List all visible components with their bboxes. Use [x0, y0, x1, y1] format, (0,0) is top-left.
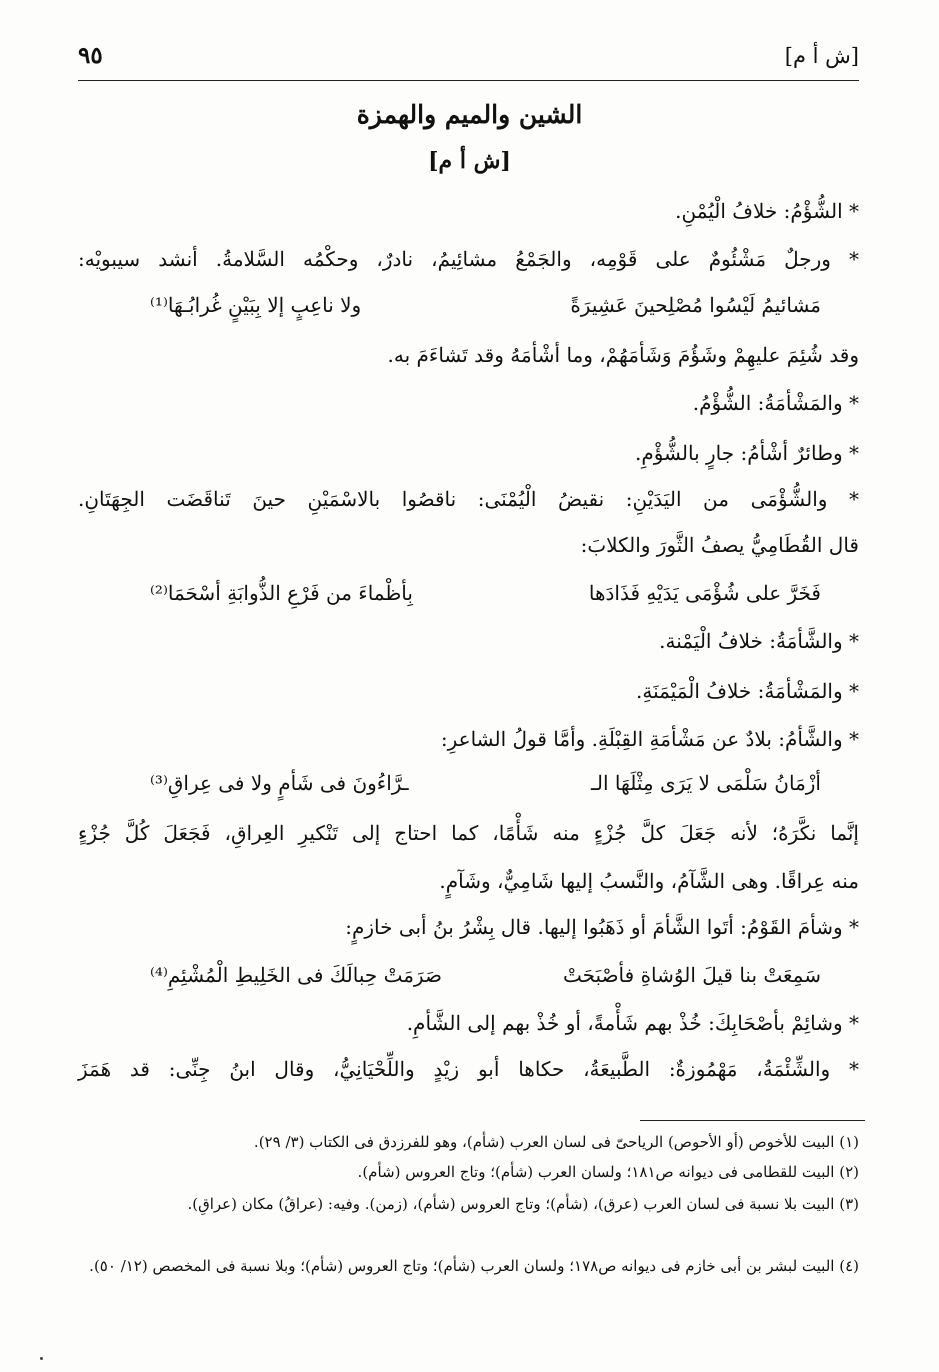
- footnote-rule: [640, 1120, 865, 1121]
- footnote-1: (١) البيت للأخوص (أو الأحوص) الرياحىّ فى لسان العرب (شأم)، وهو للفرزدق فى الكتاب (٣/ ٢٩).: [253, 1133, 859, 1151]
- text-line-13: * وشأمَ القَوْمُ: أتَوا الشَّأمَ أو ذَهَبُوا إليها. قال بِشْرُ بنُ أبى خازمٍ:: [345, 915, 859, 939]
- page-header: [78, 38, 859, 78]
- text-line-1: * الشُّؤْمُ: خلافُ الْيُمْنِ.: [675, 199, 859, 223]
- verse-3-second-hemistich: ـرَّاءُونَ فى شَأمٍ ولا فى عِراقِ⁽³⁾: [150, 771, 409, 795]
- footnote-2: (٢) البيت للقطامى فى ديوانه ص١٨١؛ ولسان العرب (شأم)؛ وتاج العروس (شأم).: [357, 1163, 859, 1181]
- verse-4-first-hemistich: سَمِعَتْ بنا قيلَ الوُشاةِ فأصْبَحَتْ: [562, 963, 821, 987]
- chapter-title: الشين والميم والهمزة: [356, 100, 583, 129]
- text-line-4: * والمَشْأمَةُ: الشُّؤْمُ.: [692, 391, 859, 415]
- header-rule: [78, 80, 859, 81]
- text-line-11: إنَّما نكَّرَهُ؛ لأنه جَعَلَ كلَّ جُزْءٍ منه شَأْمًا، كما احتاج إلى تَنْكيرِ العِراقِ، فَجَعَلَ كُلَّ جُزْءٍ: [78, 821, 859, 845]
- text-line-5: * وطائرٌ أشْأمُ: جارٍ بالشُّؤْمِ.: [634, 441, 859, 465]
- footnote-3: (٣) البيت بلا نسبة فى لسان العرب (عرق)، (شأم)؛ وتاج العروس (شأم)، (زمن). وفيه: (عراقُ) مكان (عراقِ).: [187, 1195, 859, 1213]
- verse-2-first-hemistich: فَخَرَّ على شُؤْمَى يَدَيْهِ فَذَادَها: [588, 581, 821, 605]
- footnote-4: (٤) البيت لبشر بن أبى خازم فى ديوانه ص١٧٨؛ ولسان العرب (شأم)؛ وتاج العروس (شأم)؛ وبلا نسبة فى المخصص (١٢/ ٥٠).: [89, 1257, 859, 1275]
- entry-title: [ش أ م]: [428, 148, 511, 174]
- verse-1-first-hemistich: مَشائيمُ لَيْسُوا مُصْلِحينَ عَشِيرَةً: [570, 293, 821, 317]
- text-line-6: * والشُّؤْمَى من اليَدَيْنِ: نقيضُ الْيُمْنَى: ناقصُوا بالاسْمَيْنِ حينَ تَناقَضَت الجِهَتَانِ.: [78, 487, 859, 511]
- text-line-12: منه عِراقًا. وهى الشَّآمُ، والنَّسبُ إليها شَامِيٌّ، وشَآمٍ.: [439, 869, 859, 893]
- running-section-header: [ش أ م]: [784, 44, 859, 68]
- text-line-15: * والشِّئْمَةُ، مَهْمُوزةٌ: الطَّبيعَةُ، حكاها أبو زيْدٍ واللِّحْيَانِيُّ، وقال ابنُ جِنِّى: قد هَمَزَ: [78, 1057, 859, 1081]
- verse-3-first-hemistich: أزْمَانُ سَلْمَى لا يَرَى مِثْلَهَا الـ: [591, 771, 821, 795]
- text-line-2: * ورجلٌ مَشْئُومٌ على قَوْمِه، والجَمْعُ مشائِيمُ، نادرٌ، وحكْمُه السَّلامةُ. أنشد سيبويْه:: [78, 247, 859, 271]
- page-number: ٩٥: [78, 42, 103, 69]
- text-line-3: وقد شُئِمَ عليهِمْ وشَؤُمَ وَشَأمَهُمْ، وما أشْأمَهُ وقد تَشاءَمَ به.: [387, 343, 859, 367]
- text-line-8: * والشَّأمَةُ: خلافُ الْيَمْنة.: [659, 629, 859, 653]
- text-line-9: * والمَشْأمَةُ: خلافُ الْمَيْمَنَةِ.: [635, 679, 859, 703]
- verse-2-second-hemistich: بِأظْماءَ من فَرْعِ الذُّوابَةِ أسْحَمَا⁽²⁾: [150, 581, 413, 605]
- verse-4-second-hemistich: صَرَمَتْ حِبالَكَ فى الخَلِيطِ الْمُشْئِمِ⁽⁴⁾: [150, 963, 442, 987]
- verse-1-second-hemistich: ولا ناعِبٍ إلا بِبَيْنٍ غُرابُـهَا⁽¹⁾: [150, 293, 362, 317]
- text-line-14: * وشائِمْ بأصْحَابِكَ: خُذْ بهم شَأْمةً، أو خُذْ بهم إلى الشَّأمِ.: [406, 1011, 859, 1035]
- text-line-7: قال القُطَامِيُّ يصفُ الثَّورَ والكلابَ:: [580, 533, 859, 557]
- scan-speck: [40, 1357, 43, 1360]
- text-line-10: * والشَّأمُ: بلادٌ عن مَشْأمَةِ القِبْلَةِ. وأمَّا قولُ الشاعرِ:: [440, 727, 859, 751]
